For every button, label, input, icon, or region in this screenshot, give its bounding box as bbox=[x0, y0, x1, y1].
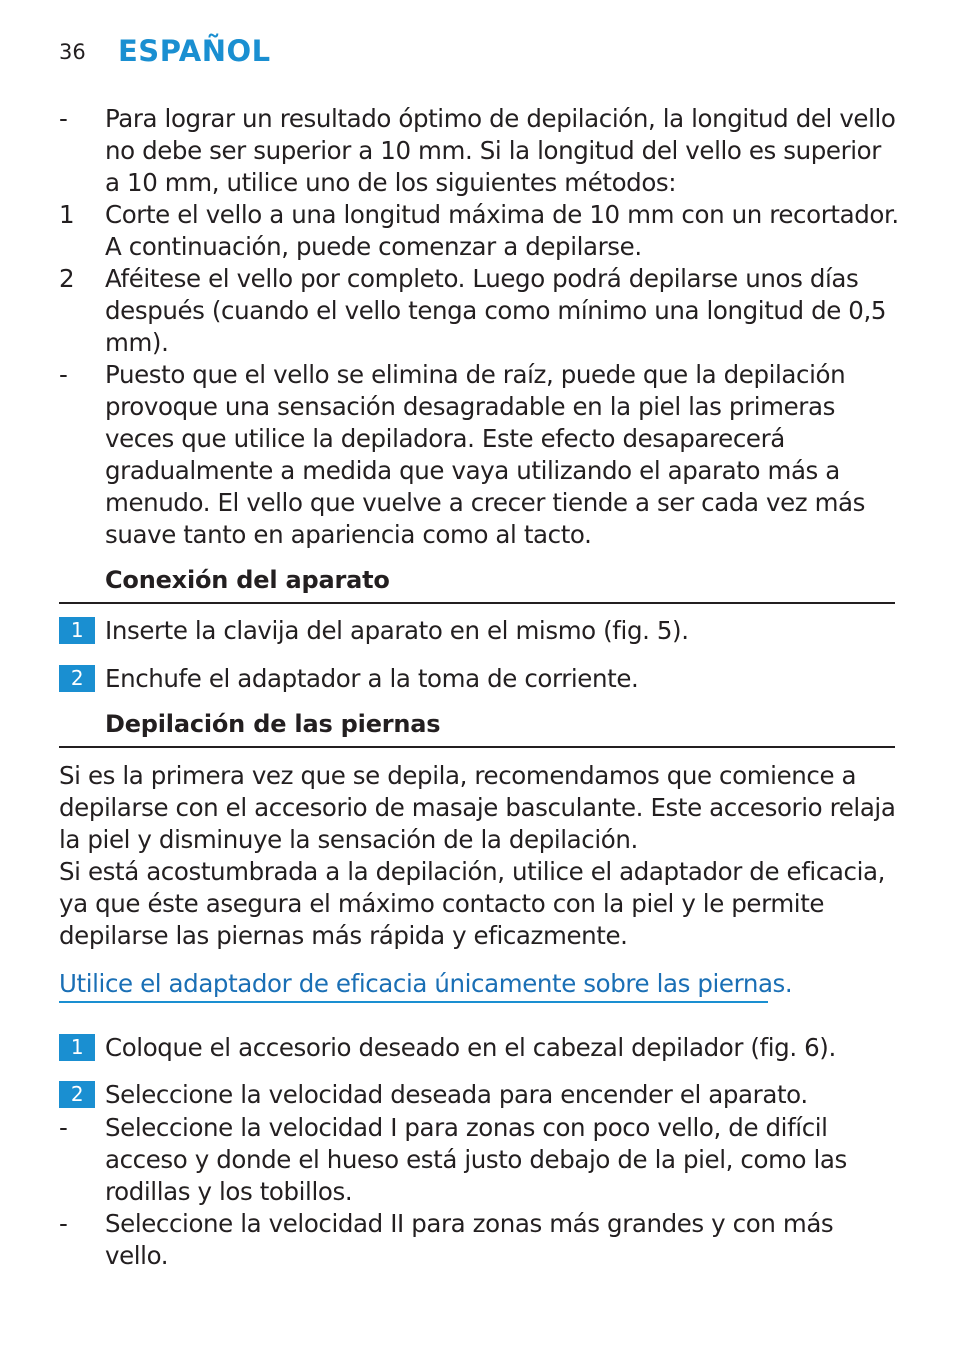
list-marker: - bbox=[59, 1113, 68, 1142]
list-item bbox=[59, 263, 899, 359]
step-number-badge: 2 bbox=[59, 665, 95, 692]
list-item bbox=[59, 199, 899, 263]
intro-list bbox=[59, 103, 899, 551]
step-number-badge: 1 bbox=[59, 1034, 95, 1061]
language-title: ESPAÑOL bbox=[118, 34, 271, 68]
step-text: Seleccione la velocidad deseada para encender el aparato. bbox=[105, 1080, 808, 1109]
paragraph: Si es la primera vez que se depila, recomendamos que comience a depilarse con el accesorio de masaje basculante. Este accesorio relaja la piel y disminuye la sensación de la depilación. bbox=[59, 761, 896, 854]
step-item bbox=[59, 1080, 899, 1110]
list-marker: 2 bbox=[59, 264, 75, 293]
notice-text: Utilice el adaptador de eficacia únicamente sobre las piernas. bbox=[59, 969, 793, 998]
list-marker: - bbox=[59, 104, 68, 133]
list-item bbox=[59, 1208, 899, 1272]
step-item bbox=[59, 1033, 899, 1063]
list-item bbox=[59, 359, 899, 551]
step-number-badge: 2 bbox=[59, 1081, 95, 1108]
list-item-text: Seleccione la velocidad I para zonas con poco vello, de difícil acceso y donde el hueso está justo debajo de la piel, como las rodillas y los tobillos. bbox=[105, 1113, 847, 1206]
list-item bbox=[59, 1112, 899, 1208]
step-item bbox=[59, 616, 899, 646]
step-text: Inserte la clavija del aparato en el mismo (fig. 5). bbox=[105, 616, 689, 645]
list-marker: 1 bbox=[59, 200, 75, 229]
page-number: 36 bbox=[59, 40, 86, 64]
list-marker: - bbox=[59, 1209, 68, 1238]
speed-list bbox=[59, 1112, 899, 1272]
list-item-text: Aféitese el vello por completo. Luego podrá depilarse unos días después (cuando el vello tenga como mínimo una longitud de 0,5 mm). bbox=[105, 264, 887, 357]
section-heading-legs: Depilación de las piernas bbox=[59, 708, 895, 748]
step-text: Coloque el accesorio deseado en el cabezal depilador (fig. 6). bbox=[105, 1033, 836, 1062]
list-item bbox=[59, 103, 899, 199]
list-marker: - bbox=[59, 360, 68, 389]
list-item-text: Corte el vello a una longitud máxima de 10 mm con un recortador. A continuación, puede comenzar a depilarse. bbox=[105, 200, 899, 261]
step-number-badge: 1 bbox=[59, 617, 95, 644]
list-item-text: Puesto que el vello se elimina de raíz, puede que la depilación provoque una sensación desagradable en la piel las primeras veces que utilice la depiladora. Este efecto desaparecerá gradualmente a medida que vaya utilizando el aparato más a menudo. El vello que vuelve a crecer tiende a ser cada vez más suave tanto en apariencia como al tacto. bbox=[105, 360, 866, 549]
paragraph: Si está acostumbrada a la depilación, utilice el adaptador de eficacia, ya que éste asegura el máximo contacto con la piel y le permite depilarse las piernas más rápida y eficazmente. bbox=[59, 857, 885, 950]
list-item-text: Para lograr un resultado óptimo de depilación, la longitud del vello no debe ser superior a 10 mm. Si la longitud del vello es superior a 10 mm, utilice uno de los siguientes métodos: bbox=[105, 104, 896, 197]
list-item-text: Seleccione la velocidad II para zonas más grandes y con más vello. bbox=[105, 1209, 834, 1270]
notice-underline bbox=[59, 1001, 768, 1003]
section-heading-connection: Conexión del aparato bbox=[59, 564, 895, 604]
step-text: Enchufe el adaptador a la toma de corriente. bbox=[105, 664, 639, 693]
step-item bbox=[59, 664, 899, 694]
